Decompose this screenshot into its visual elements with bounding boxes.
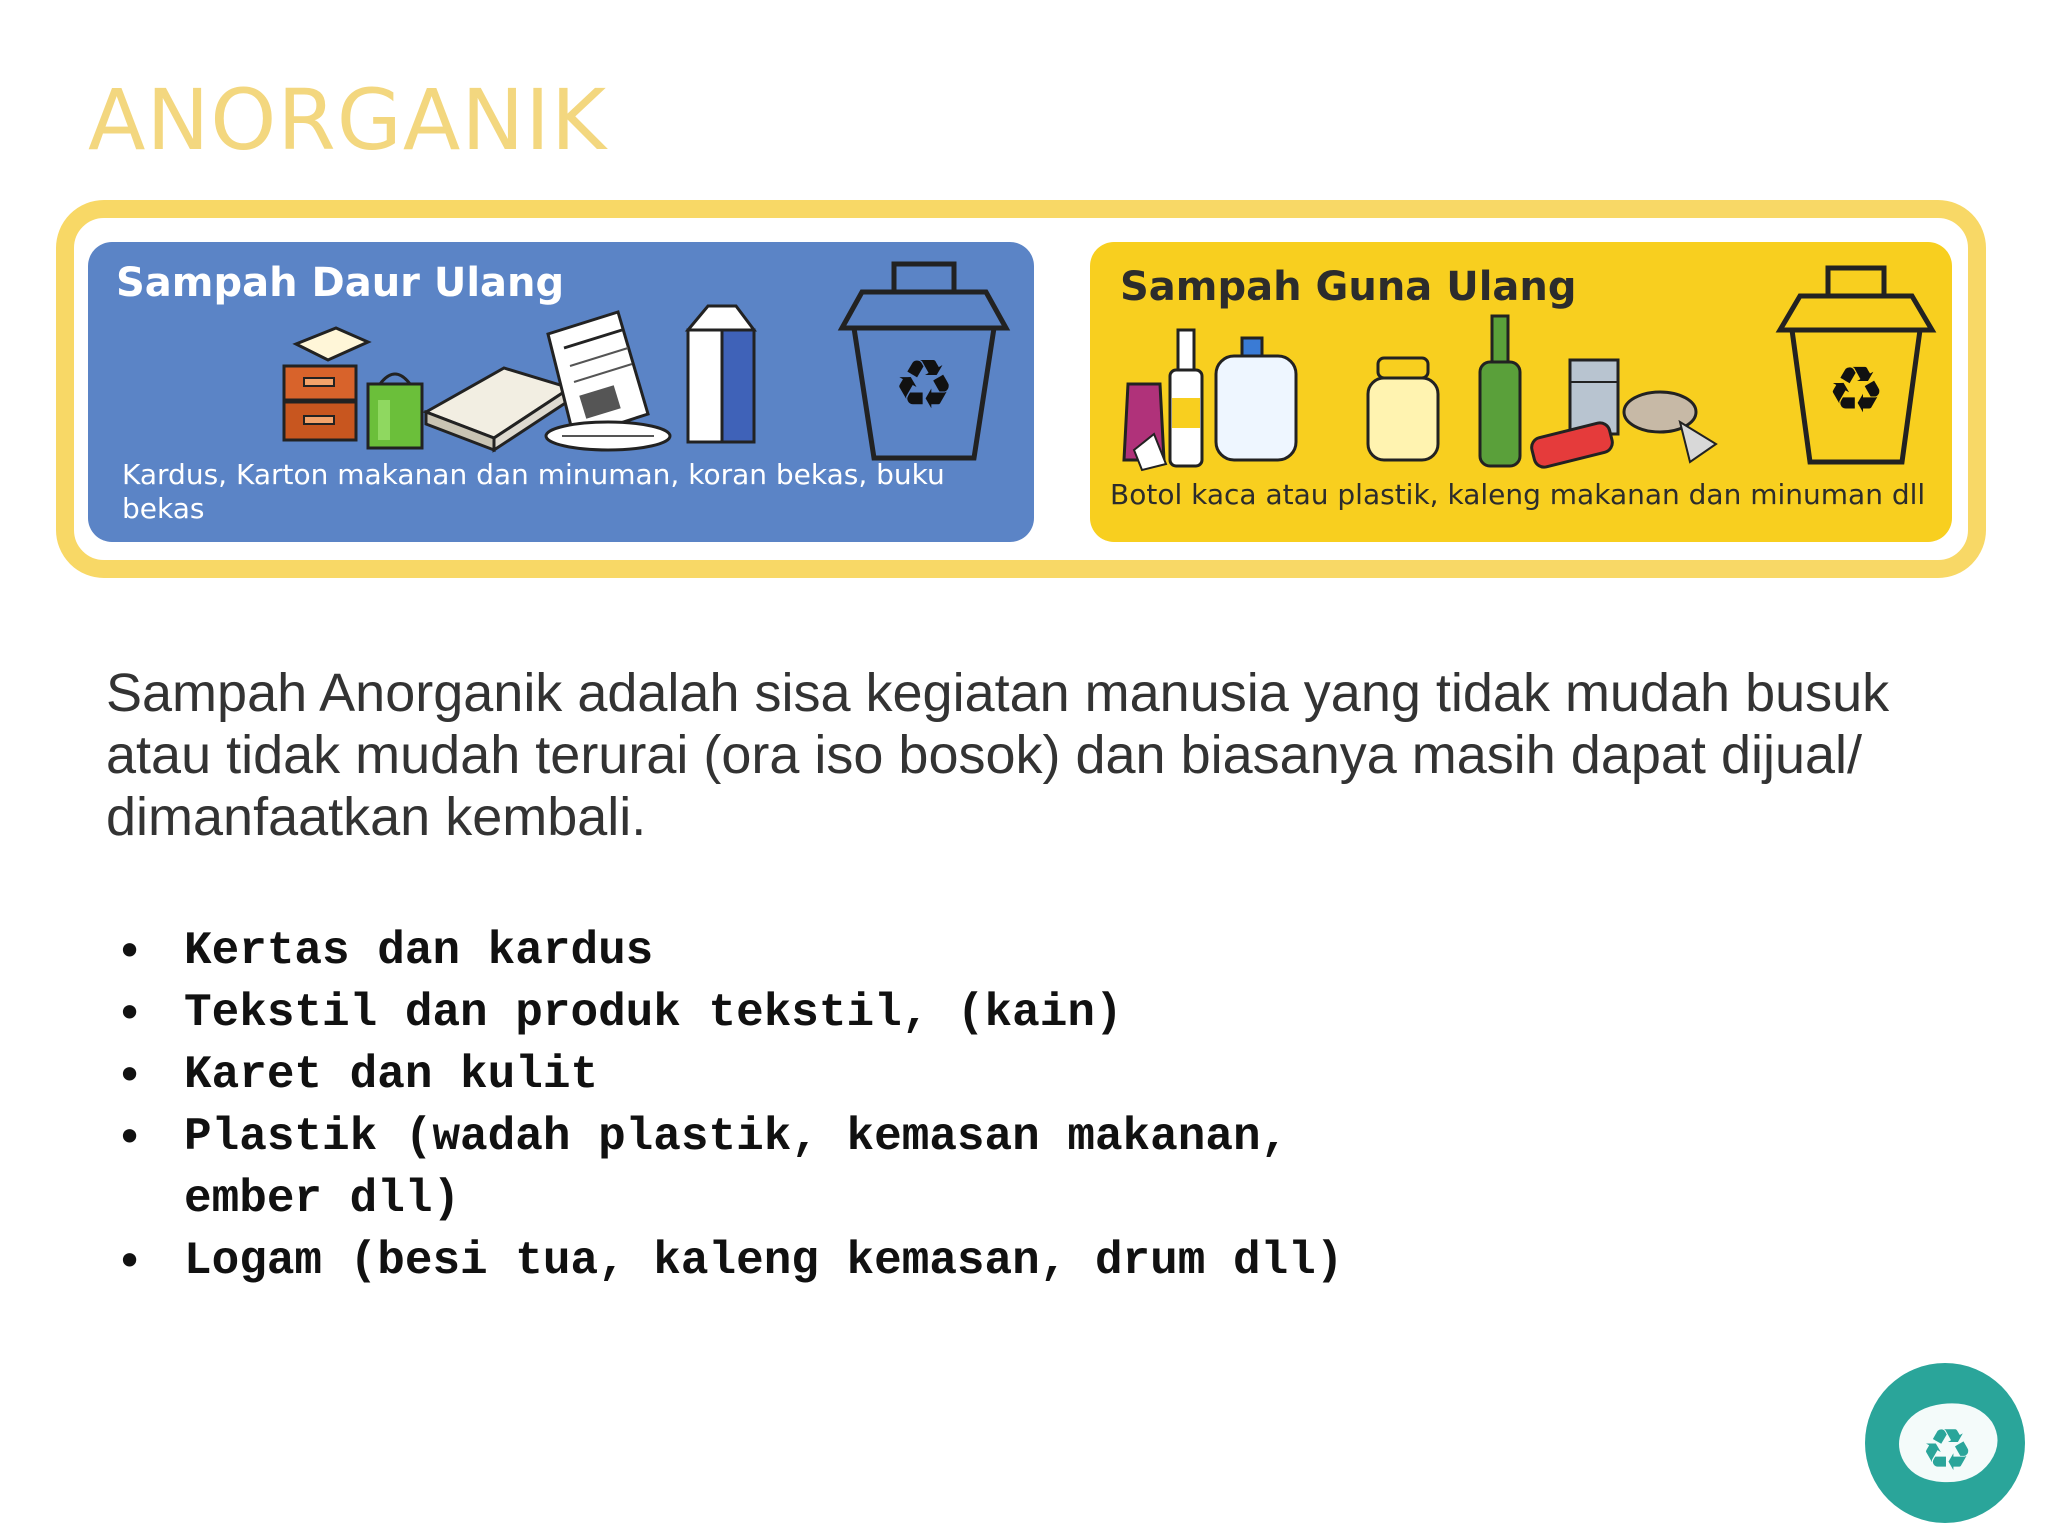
waste-category-banner xyxy=(56,200,1986,578)
recycle-bin-icon xyxy=(1774,262,1938,468)
newspaper-icon xyxy=(538,304,678,454)
recycle-globe-icon xyxy=(1862,1360,2028,1526)
recycle-panel-heading: Sampah Daur Ulang xyxy=(116,260,565,306)
reuse-waste-panel xyxy=(1090,242,1952,542)
bullet-icon: • xyxy=(116,924,144,978)
glass-bottle-icon xyxy=(1472,312,1528,472)
recycle-bin-icon xyxy=(834,258,1014,464)
svg-text:♻: ♻ xyxy=(1921,1416,1973,1484)
list-item xyxy=(108,982,1408,1044)
bottles-icon xyxy=(1120,324,1320,474)
list-item-text: Kertas dan kardus xyxy=(184,925,654,977)
reuse-panel-heading: Sampah Guna Ulang xyxy=(1120,264,1577,310)
svg-text:♻: ♻ xyxy=(1827,354,1885,428)
recycle-panel-caption: Kardus, Karton makanan dan minuman, koran bekas, buku bekas xyxy=(122,458,945,525)
waste-type-list xyxy=(108,920,1408,1292)
list-item xyxy=(108,920,1408,982)
jar-icon xyxy=(1360,354,1446,464)
list-item-text: Logam (besi tua, kaleng kemasan, drum dll) xyxy=(184,1235,1344,1287)
list-item-text: Plastik (wadah plastik, kemasan makanan, ember dll) xyxy=(184,1111,1289,1225)
milk-carton-icon xyxy=(674,300,764,450)
bullet-icon: • xyxy=(116,986,144,1040)
reuse-panel-caption: Botol kaca atau plastik, kaleng makanan dan minuman dll xyxy=(1110,478,1926,511)
list-item xyxy=(108,1230,1408,1292)
shopping-bag-icon xyxy=(364,366,426,452)
bullet-icon: • xyxy=(116,1234,144,1288)
list-item xyxy=(108,1044,1408,1106)
bullet-icon: • xyxy=(116,1048,144,1102)
list-item-text: Karet dan kulit xyxy=(184,1049,599,1101)
recycle-waste-panel xyxy=(88,242,1034,542)
slide-title: ANORGANIK xyxy=(88,71,608,169)
list-item xyxy=(108,1106,1408,1230)
bullet-icon: • xyxy=(116,1110,144,1164)
definition-paragraph: Sampah Anorganik adalah sisa kegiatan manusia yang tidak mudah busuk atau tidak mudah terurai (ora iso bosok) dan biasanya masih dapat dijual/ dimanfaatkan kembali. xyxy=(106,663,1890,847)
svg-text:♻: ♻ xyxy=(893,346,955,425)
list-item-text: Tekstil dan produk tekstil, (kain) xyxy=(184,987,1123,1039)
cans-icon xyxy=(1530,352,1730,472)
